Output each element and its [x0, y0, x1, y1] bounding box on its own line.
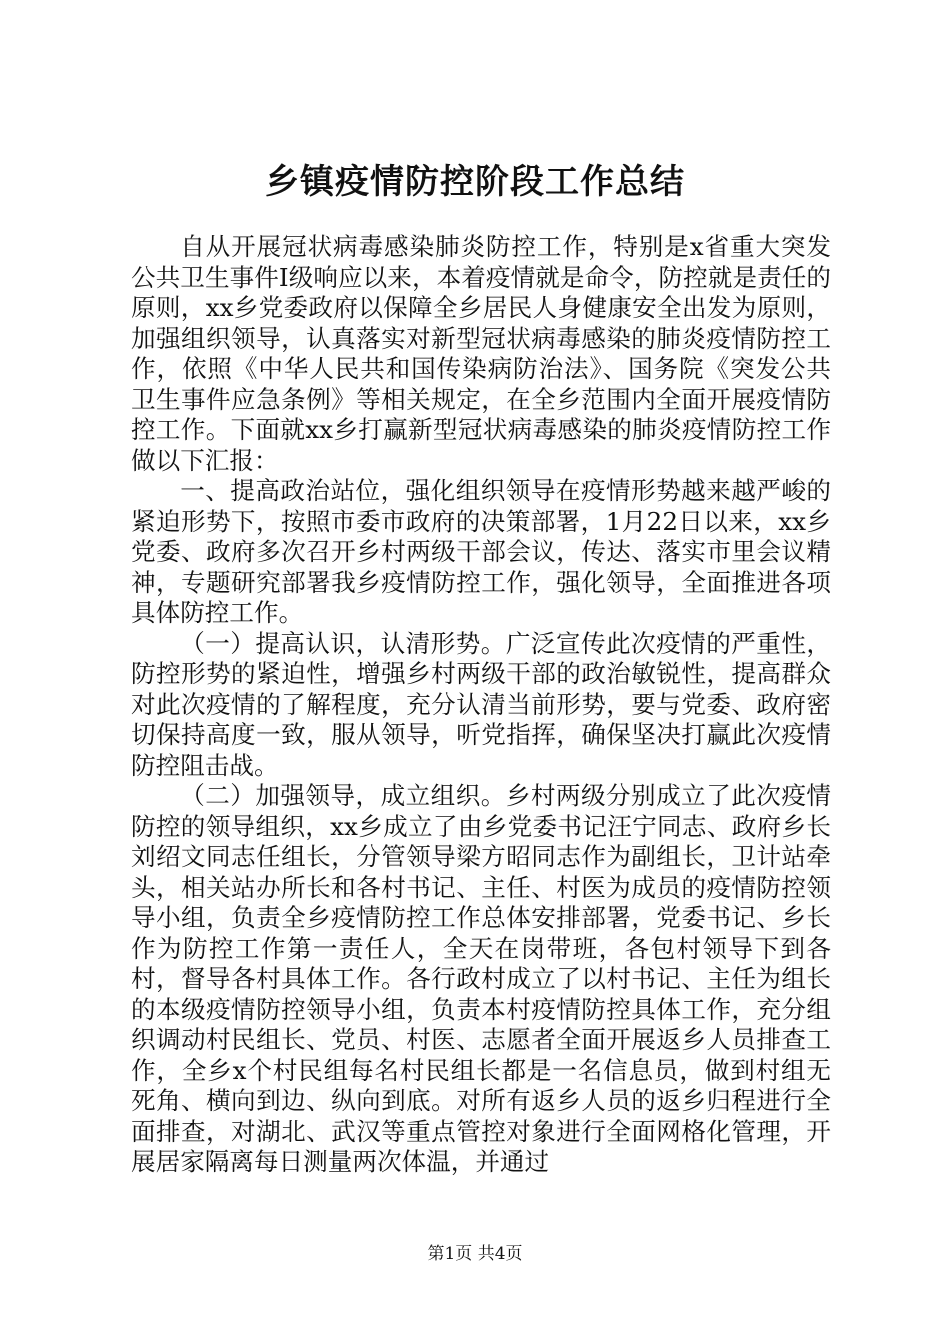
paragraph-section-1: 一、提高政治站位，强化组织领导在疫情形势越来越严峻的紧迫形势下，按照市委市政府的决策部署，1月22日以来，xx乡党委、政府多次召开乡村两级干部会议，传达、落实市里会议精神，专题研究部署我乡疫情防控工作，强化领导，全面推进各项具体防控工作。 [131, 476, 831, 627]
document-title: 乡镇疫情防控阶段工作总结 [265, 162, 685, 202]
document-body [131, 232, 831, 1178]
paragraph-intro: 自从开展冠状病毒感染肺炎防控工作，特别是x省重大突发公共卫生事件Ⅰ级响应以来，本着疫情就是命令，防控就是责任的原则，xx乡党委政府以保障全乡居民人身健康安全出发为原则，加强组织领导，认真落实对新型冠状病毒感染的肺炎疫情防控工作，依照《中华人民共和国传染病防治法》、国务院《突发公共卫生事件应急条例》等相关规定，在全乡范围内全面开展疫情防控工作。下面就xx乡打赢新型冠状病毒感染的肺炎疫情防控工作做以下汇报： [131, 232, 831, 475]
paragraph-subsection-2: （二）加强领导，成立组织。乡村两级分别成立了此次疫情防控的领导组织，xx乡成立了由乡党委书记汪宁同志、政府乡长刘绍文同志任组长，分管领导梁方昭同志作为副组长，卫计站牵头，相关站办所长和各村书记、主任、村医为成员的疫情防控领导小组，负责全乡疫情防控工作总体安排部署，党委书记、乡长作为防控工作第一责任人，全天在岗带班，各包村领导下到各村，督导各村具体工作。各行政村成立了以村书记、主任为组长的本级疫情防控领导小组，负责本村疫情防控具体工作，充分组织调动村民组长、党员、村医、志愿者全面开展返乡人员排查工作，全乡x个村民组每名村民组长都是一名信息员，做到村组无死角、横向到边、纵向到底。对所有返乡人员的返乡归程进行全面排查，对湖北、武汉等重点管控对象进行全面网格化管理，开展居家隔离每日测量两次体温，并通过 [131, 781, 831, 1176]
page-footer: 第1页 共4页 [427, 1244, 523, 1264]
paragraph-subsection-1: （一）提高认识，认清形势。广泛宣传此次疫情的严重性，防控形势的紧迫性，增强乡村两级干部的政治敏锐性，提高群众对此次疫情的了解程度，充分认清当前形势，要与党委、政府密切保持高度一致，服从领导，听党指挥，确保坚决打赢此次疫情防控阻击战。 [131, 628, 831, 780]
